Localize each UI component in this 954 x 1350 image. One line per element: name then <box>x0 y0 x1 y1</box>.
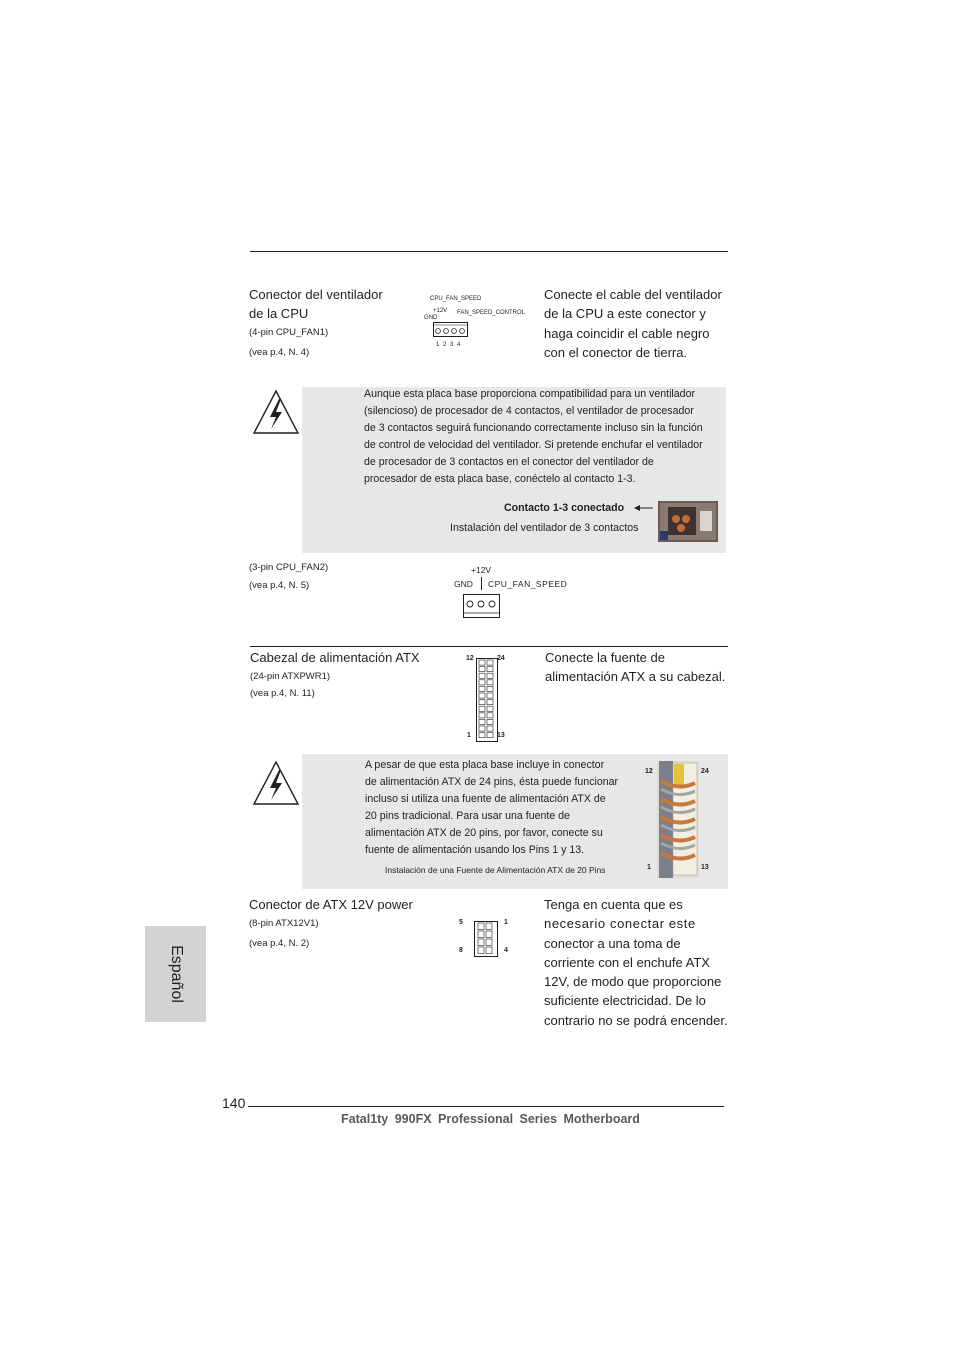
cpu-fan-speed-label: CPU_FAN_SPEED <box>488 579 568 589</box>
atx-power-title: Cabezal de alimentación ATX <box>250 650 420 665</box>
warning-icon <box>251 388 301 436</box>
cpu-fan-spec: (4-pin CPU_FAN1) <box>249 327 329 338</box>
atx12v-desc-line: corriente con el enchufe ATX <box>544 954 710 970</box>
cpu-fan1-diagram <box>424 295 534 353</box>
pin-5-label: 5 <box>459 919 463 926</box>
atx-install-caption: Instalación de una Fuente de Alimentación ATX de 20 Pins <box>385 865 606 875</box>
atx-warning-line: de alimentación ATX de 24 pins, ésta puede funcionar <box>365 776 619 788</box>
atx-warning-line: incluso si utiliza una fuente de alimentación ATX de <box>365 793 606 805</box>
pin-12-label: 12 <box>645 768 653 775</box>
pin-24-label: 24 <box>701 768 709 775</box>
atx-desc-line: Conecte la fuente de <box>545 650 665 665</box>
pin-1-label: 1 <box>467 732 471 739</box>
atx-warning-line: 20 pins tradicional. Para usar una fuente de <box>365 810 570 822</box>
fan-header-photo <box>658 501 718 542</box>
cpu-fan-title <box>249 285 383 324</box>
v12-label: +12V <box>471 565 492 575</box>
atx12v-spec: (8-pin ATX12V1) <box>249 918 319 929</box>
pin-13-label: 13 <box>497 732 505 739</box>
pin-1-label: 1 <box>504 919 508 926</box>
pin-1-label: 1 <box>647 864 651 871</box>
label-divider <box>481 577 482 590</box>
language-tab-label: Español <box>167 945 185 1003</box>
pin-24-label: 24 <box>497 655 505 662</box>
section-rule <box>250 646 728 647</box>
atx-power-ref: (vea p.4, N. 11) <box>250 688 315 699</box>
cpu-fan-ref: (vea p.4, N. 4) <box>249 347 310 358</box>
cpu-fan-desc-line: de la CPU a este conector y <box>544 306 706 322</box>
language-tab <box>145 926 206 1022</box>
atx12v-8pin-connector-icon <box>474 921 498 957</box>
fan-warning-line: (silencioso) de procesador de 4 contactos, el ventilador de procesador <box>364 405 694 417</box>
atx-warning-line: fuente de alimentación usando los Pins 1 y 13. <box>365 844 585 856</box>
fan-warning-text <box>364 386 726 488</box>
cpu-fan-desc-line: haga coincidir el cable negro <box>544 325 710 341</box>
atx12v-desc-line: conector a una toma de <box>544 935 681 951</box>
fan-warning-line: procesador de esta placa base, conéctelo al contacto 1-3. <box>364 473 636 485</box>
cpu-fan-description <box>544 285 722 362</box>
fan-speed-control-label: FAN_SPEED_CONTROL <box>457 310 526 316</box>
pin-13-label: 13 <box>701 864 709 871</box>
cpu-fan-title-line2: de la CPU <box>249 306 309 322</box>
atx-warning-line: A pesar de que esta placa base incluye in conector <box>365 759 605 771</box>
atx-warning-line: alimentación ATX de 20 pins, por favor, conecte su <box>365 827 603 839</box>
atx-desc-line: alimentación ATX a su cabezal. <box>545 669 726 685</box>
contact-label: Contacto 1-3 conectado <box>504 502 625 514</box>
cpu-fan-speed-label: CPU_FAN_SPEED <box>430 296 482 302</box>
pin-numbers: 1 2 3 4 <box>436 342 461 348</box>
atx12v-ref: (vea p.4, N. 2) <box>249 938 310 949</box>
atx-warning-text <box>365 757 645 859</box>
atx12v-description <box>544 895 728 1030</box>
warning-icon <box>251 759 301 807</box>
fan-warning-line: de 3 contactos seguirá funcionando correctamente incluso sin la función <box>364 422 703 434</box>
page-number: 140 <box>222 1095 246 1111</box>
atx12v-desc-line: 12V, de modo que proporcione <box>544 974 722 990</box>
atx12v-desc-line: contrario no se podrá encender. <box>544 1012 728 1028</box>
install-label: Instalación del ventilador de 3 contactos <box>450 522 639 534</box>
pin-12-label: 12 <box>466 655 474 662</box>
atx-20pin-install-photo <box>657 761 699 878</box>
cpu-fan2-spec: (3-pin CPU_FAN2) <box>249 562 329 573</box>
atx-24pin-connector-icon <box>476 658 498 742</box>
atx12v-desc-line: suficiente electricidad. De lo <box>544 993 706 1009</box>
four-pin-connector-icon <box>433 322 469 338</box>
atx12v-title: Conector de ATX 12V power <box>249 897 413 912</box>
cpu-fan-desc-line: con el conector de tierra. <box>544 344 688 360</box>
arrow-left-icon <box>634 503 654 513</box>
three-pin-connector-icon <box>463 594 501 619</box>
footer-rule <box>248 1106 724 1107</box>
pin-8-label: 8 <box>459 947 463 954</box>
footer-title: Fatal1ty 990FX Professional Series Motherboard <box>341 1112 640 1126</box>
atx-power-spec: (24-pin ATXPWR1) <box>250 671 331 682</box>
atx12v-desc-line: necesario conectar este <box>544 916 696 932</box>
fan-warning-line: Aunque esta placa base proporciona compatibilidad para un ventilador <box>364 388 695 400</box>
cpu-fan-title-line1: Conector del ventilador <box>249 287 383 302</box>
gnd-label: GND <box>454 579 473 589</box>
atx12v-desc-line: Tenga en cuenta que es <box>544 897 683 912</box>
v12-label: +12V <box>433 308 448 314</box>
fan-warning-line: de procesador de 3 contactos en el conector del ventilador de <box>364 456 654 468</box>
gnd-label: GND <box>424 315 438 321</box>
cpu-fan2-ref: (vea p.4, N. 5) <box>249 580 310 591</box>
fan-warning-line: de control de velocidad del ventilador. Si pretende enchufar el ventilador <box>364 439 703 451</box>
pin-4-label: 4 <box>504 947 508 954</box>
top-rule <box>250 251 728 252</box>
atx-power-description <box>545 648 725 687</box>
cpu-fan2-diagram <box>453 565 573 621</box>
cpu-fan-desc-line: Conecte el cable del ventilador <box>544 287 722 302</box>
